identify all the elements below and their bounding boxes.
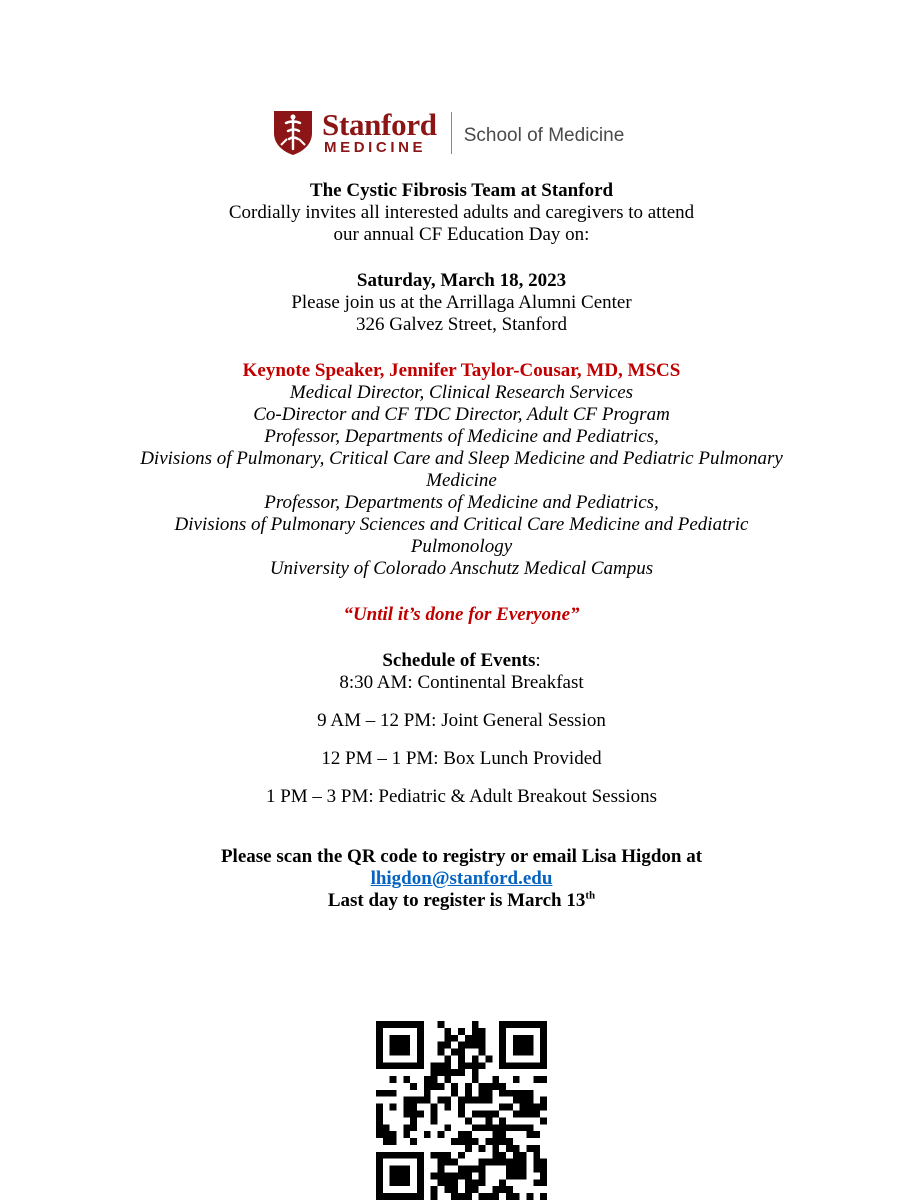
qr-module [492,1124,499,1131]
qr-module [451,1049,458,1056]
schedule-heading-label: Schedule of Events [382,650,536,671]
qr-module [506,1090,513,1097]
qr-module [444,1179,451,1186]
qr-module [492,1159,499,1166]
qr-module [438,1069,445,1076]
qr-module [451,1069,458,1076]
qr-module [431,1069,438,1076]
qr-module [492,1138,499,1145]
qr-module [526,1145,533,1152]
qr-module [479,1028,486,1035]
registration-line: Please scan the QR code to registry or email Lisa Higdon at [220,846,703,867]
qr-module [458,1111,465,1118]
qr-module [383,1131,390,1138]
qr-module [383,1138,390,1145]
event-date: Saturday, March 18, 2023 [356,270,567,291]
qr-module [458,1104,465,1111]
qr-module [492,1152,499,1159]
qr-module [492,1131,499,1138]
qr-module [513,1159,520,1166]
qr-module [479,1083,486,1090]
qr-module [410,1083,417,1090]
qr-module [451,1186,458,1193]
flyer-content [0,180,923,912]
qr-module [520,1166,527,1173]
keynote-title: Professor, Departments of Medicine and Pediatrics, [264,426,659,447]
qr-module [540,1097,547,1104]
qr-module [417,1111,424,1118]
qr-module [526,1111,533,1118]
qr-module [438,1021,445,1028]
qr-module [479,1035,486,1042]
keynote-title: Co-Director and CF TDC Director, Adult CF Program [253,404,670,425]
qr-module [451,1083,458,1090]
qr-module [458,1193,465,1200]
qr-module [513,1152,520,1159]
qr-module [410,1097,417,1104]
qr-module [533,1111,540,1118]
qr-module [485,1111,492,1118]
qr-module [451,1159,458,1166]
qr-module [444,1186,451,1193]
qr-module [533,1145,540,1152]
qr-module [417,1097,424,1104]
qr-module [424,1076,431,1083]
qr-module [465,1145,472,1152]
logo-school-text: School of Medicine [463,125,625,146]
qr-module [485,1138,492,1145]
qr-module [499,1104,506,1111]
invite-line-2: our annual CF Education Day on: [333,224,590,245]
qr-module [526,1104,533,1111]
qr-module [390,1138,397,1145]
qr-module [533,1152,540,1159]
qr-module [479,1172,486,1179]
qr-module [465,1035,472,1042]
qr-module [431,1062,438,1069]
keynote-title: Divisions of Pulmonary Sciences and Critical Care Medicine and Pediatric [174,514,749,535]
qr-module [458,1069,465,1076]
qr-module [438,1131,445,1138]
qr-module [513,1172,520,1179]
qr-module [479,1179,486,1186]
qr-module [533,1131,540,1138]
qr-module [526,1124,533,1131]
qr-module [513,1166,520,1173]
deadline-suffix: th [585,889,596,902]
qr-module [444,1097,451,1104]
qr-module [513,1111,520,1118]
qr-module [438,1097,445,1104]
qr-module [472,1097,479,1104]
qr-module [465,1172,472,1179]
qr-module [390,1104,397,1111]
qr-module [472,1021,479,1028]
event-address: 326 Galvez Street, Stanford [355,314,568,335]
qr-module [451,1090,458,1097]
qr-module [431,1111,438,1118]
qr-module [472,1166,479,1173]
qr-module [533,1159,540,1166]
qr-module [424,1097,431,1104]
qr-module [472,1124,479,1131]
qr-module [520,1124,527,1131]
qr-module [465,1097,472,1104]
qr-module [540,1104,547,1111]
qr-module [438,1159,445,1166]
schedule-item: 12 PM – 1 PM: Box Lunch Provided [321,748,602,769]
qr-module [526,1090,533,1097]
qr-module [390,1090,397,1097]
keynote-title: Pulmonology [410,536,513,557]
qr-module [499,1124,506,1131]
qr-module [465,1062,472,1069]
qr-module [410,1117,417,1124]
qr-finder-top-right [499,1021,547,1069]
qr-module [506,1138,513,1145]
logo-stanford-text: Stanford [322,107,437,142]
qr-module [451,1138,458,1145]
qr-module [472,1186,479,1193]
qr-module [472,1042,479,1049]
qr-module [444,1104,451,1111]
qr-module [383,1124,390,1131]
keynote-heading: Keynote Speaker, Jennifer Taylor-Cousar, MD, MSCS [242,360,681,381]
qr-module [520,1097,527,1104]
qr-module [390,1131,397,1138]
deadline-text: Last day to register is March 13 [327,890,586,911]
logo-divider [451,112,452,154]
qr-module [444,1055,451,1062]
qr-module [431,1104,438,1111]
qr-module [485,1097,492,1104]
qr-module [465,1179,472,1186]
qr-module [533,1104,540,1111]
qr-module [499,1131,506,1138]
qr-module [479,1124,486,1131]
qr-module [431,1076,438,1083]
qr-module [533,1179,540,1186]
schedule-item: 8:30 AM: Continental Breakfast [339,672,584,693]
qr-module [410,1111,417,1118]
qr-module [438,1049,445,1056]
logo-medicine-text: MEDICINE [324,139,427,156]
qr-module [383,1090,390,1097]
qr-module [506,1159,513,1166]
keynote-title: University of Colorado Anschutz Medical Campus [269,558,654,579]
qr-module [431,1117,438,1124]
qr-module [513,1076,520,1083]
stanford-medicine-logo [272,108,624,158]
qr-module [410,1124,417,1131]
qr-module [506,1172,513,1179]
qr-module [499,1152,506,1159]
qr-module [533,1076,540,1083]
qr-module [444,1042,451,1049]
qr-module [458,1062,465,1069]
qr-module [513,1124,520,1131]
qr-module [458,1028,465,1035]
qr-module [376,1117,383,1124]
qr-module [479,1062,486,1069]
qr-module [451,1035,458,1042]
qr-module [506,1193,513,1200]
qr-module [424,1131,431,1138]
qr-module [458,1042,465,1049]
qr-module [499,1186,506,1193]
qr-module [376,1124,383,1131]
registration-deadline [0,890,923,912]
qr-module [540,1179,547,1186]
qr-module [485,1055,492,1062]
qr-module [506,1104,513,1111]
schedule-item: 1 PM – 3 PM: Pediatric & Adult Breakout Sessions [265,786,658,807]
qr-module [479,1097,486,1104]
qr-module [520,1104,527,1111]
qr-module [376,1090,383,1097]
qr-module [458,1166,465,1173]
qr-finder-bottom-left [376,1152,424,1200]
qr-module [526,1097,533,1104]
qr-module [458,1049,465,1056]
qr-module [458,1172,465,1179]
qr-module [472,1179,479,1186]
qr-module [479,1090,486,1097]
qr-module [465,1083,472,1090]
qr-module [451,1193,458,1200]
qr-module [444,1159,451,1166]
qr-module [479,1111,486,1118]
qr-module [438,1042,445,1049]
qr-module [444,1069,451,1076]
qr-module [424,1090,431,1097]
qr-module [431,1193,438,1200]
qr-module [492,1193,499,1200]
qr-module [403,1124,410,1131]
qr-module [513,1145,520,1152]
qr-module [492,1145,499,1152]
qr-module [444,1124,451,1131]
qr-module [506,1186,513,1193]
qr-module [485,1159,492,1166]
qr-module [403,1131,410,1138]
qr-module [485,1083,492,1090]
qr-module [438,1179,445,1186]
qr-module [451,1172,458,1179]
qr-module [458,1055,465,1062]
qr-module [431,1083,438,1090]
qr-module [479,1159,486,1166]
qr-module [444,1035,451,1042]
qr-code[interactable] [376,1021,547,1200]
qr-module [376,1131,383,1138]
qr-module [526,1131,533,1138]
qr-module [376,1104,383,1111]
qr-module [444,1172,451,1179]
qr-module [513,1193,520,1200]
qr-module [444,1028,451,1035]
qr-module [513,1097,520,1104]
qr-module [438,1062,445,1069]
qr-module [472,1035,479,1042]
invite-line-1: Cordially invites all interested adults and caregivers to attend [228,202,695,223]
qr-module [403,1111,410,1118]
team-heading: The Cystic Fibrosis Team at Stanford [309,180,614,201]
qr-module [444,1076,451,1083]
qr-module [485,1117,492,1124]
schedule-item: 9 AM – 12 PM: Joint General Session [317,710,606,731]
qr-module [506,1166,513,1173]
qr-module [424,1083,431,1090]
qr-module [438,1152,445,1159]
qr-module [465,1117,472,1124]
qr-module [499,1179,506,1186]
qr-module [431,1186,438,1193]
qr-module [472,1028,479,1035]
qr-module [513,1090,520,1097]
keynote-title: Medical Director, Clinical Research Services [289,382,634,403]
qr-module [472,1069,479,1076]
schedule-heading-colon: : [535,650,541,671]
qr-module [410,1104,417,1111]
qr-module [492,1076,499,1083]
qr-module [520,1090,527,1097]
qr-module [492,1111,499,1118]
keynote-title: Medicine [426,470,497,491]
qr-module [520,1152,527,1159]
qr-module [479,1049,486,1056]
qr-module [499,1117,506,1124]
qr-module [499,1159,506,1166]
qr-module [403,1104,410,1111]
qr-module [390,1076,397,1083]
qr-module [465,1131,472,1138]
qr-module [479,1042,486,1049]
qr-module [540,1166,547,1173]
qr-module [520,1111,527,1118]
qr-module [458,1097,465,1104]
qr-module [472,1111,479,1118]
qr-module [438,1172,445,1179]
email-link[interactable]: lhigdon@stanford.edu [370,868,553,889]
qr-module [465,1138,472,1145]
qr-module [540,1117,547,1124]
qr-module [444,1062,451,1069]
qr-module [492,1083,499,1090]
qr-module [458,1138,465,1145]
qr-module [485,1124,492,1131]
qr-module [540,1076,547,1083]
qr-module [465,1090,472,1097]
qr-module [520,1159,527,1166]
qr-module [431,1172,438,1179]
qr-module [485,1090,492,1097]
qr-module [499,1138,506,1145]
schedule-heading [0,650,923,672]
qr-module [506,1124,513,1131]
qr-module [465,1042,472,1049]
qr-module [451,1179,458,1186]
tagline: “Until it’s done for Everyone” [343,604,580,625]
qr-module [479,1145,486,1152]
qr-module [458,1131,465,1138]
qr-module [540,1193,547,1200]
qr-module [458,1152,465,1159]
qr-module [472,1062,479,1069]
qr-module [499,1090,506,1097]
stanford-shield-icon [272,109,314,157]
qr-module [403,1097,410,1104]
qr-module [526,1193,533,1200]
qr-module [540,1159,547,1166]
qr-module [520,1172,527,1179]
qr-module [540,1172,547,1179]
qr-module [376,1111,383,1118]
qr-module [438,1166,445,1173]
qr-module [431,1152,438,1159]
qr-module [472,1138,479,1145]
qr-module [506,1145,513,1152]
qr-module [472,1076,479,1083]
qr-module [410,1138,417,1145]
qr-module [465,1193,472,1200]
qr-finder-top-left [376,1021,424,1069]
qr-module [403,1076,410,1083]
qr-module [479,1193,486,1200]
qr-module [465,1166,472,1173]
qr-module [485,1193,492,1200]
qr-module [499,1083,506,1090]
qr-module [444,1152,451,1159]
qr-module [465,1186,472,1193]
qr-module [533,1166,540,1173]
keynote-title: Professor, Departments of Medicine and Pediatrics, [264,492,659,513]
event-venue: Please join us at the Arrillaga Alumni Center [291,292,632,313]
qr-module [472,1055,479,1062]
keynote-title: Divisions of Pulmonary, Critical Care and Sleep Medicine and Pediatric Pulmonary [140,448,783,469]
qr-module [479,1166,486,1173]
qr-module [438,1083,445,1090]
qr-module [492,1186,499,1193]
